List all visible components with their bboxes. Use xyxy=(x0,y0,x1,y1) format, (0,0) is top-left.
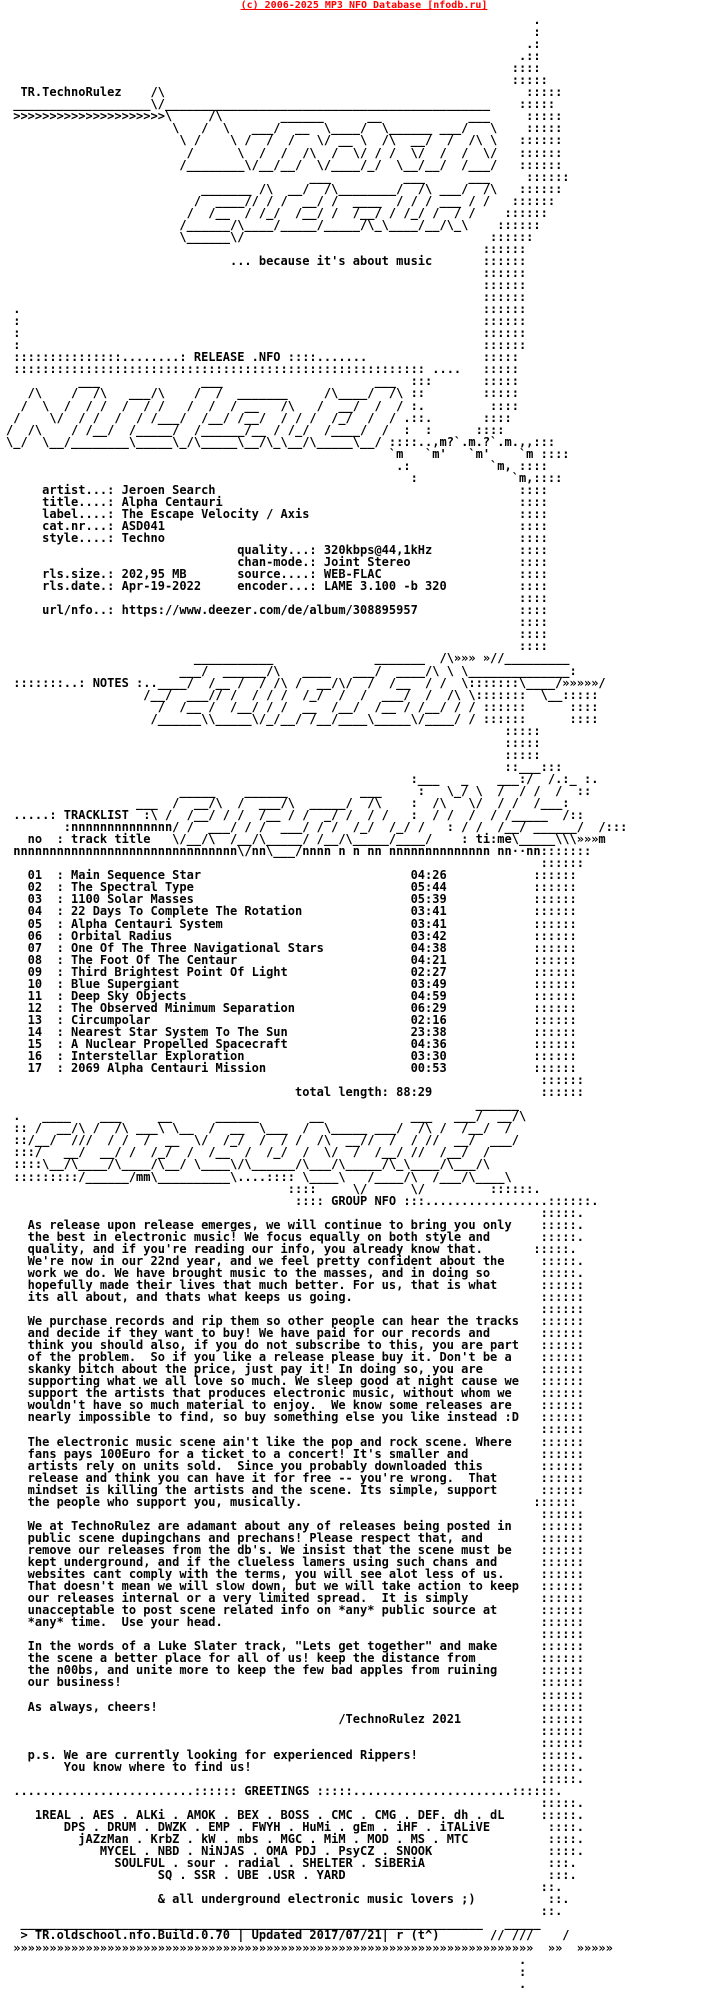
nfo-line: ________________________________________________________________ _____ xyxy=(6,1916,541,1931)
nfo-line: ::::: xyxy=(6,73,548,88)
nfo-line: / /__ / /_/ /__/ / /__/ / /_/ / / / :::::: xyxy=(6,205,548,220)
nfo-line: p.s. We are currently looking for experienced Rippers! :::::. xyxy=(6,1747,584,1762)
nfo-line: unacceptable to post scene related info on *any* public source at :::::: xyxy=(6,1603,584,1618)
nfo-line: \ / \ ___/ __ \____/ \______ ___/ \ ::::: xyxy=(6,121,563,136)
nfo-line: _______ /\ __/ /\________/ /\ ___/ /\ :::::: xyxy=(6,181,563,196)
nfo-line: :::: xyxy=(6,61,541,76)
nfo-line: our business! :::::: xyxy=(6,1675,584,1690)
nfo-line: :::: GROUP NFO :::.................::::::. xyxy=(6,1193,599,1208)
nfo-line: :::::: xyxy=(6,1506,584,1521)
nfo-line: hopefully made their lives that much better. For us, that is what :::::: xyxy=(6,1277,584,1292)
nfo-line: : xyxy=(6,25,541,40)
nfo-line: :::: xyxy=(6,639,548,654)
nfo-line: no : track title \/__/\ /__/\_____/ /__/\_____/____/ : ti:me\_____\\\»»»m xyxy=(6,832,606,847)
nfo-line: ::::\__/\____/\____/\__/ \____\/\______/\___/\_____/\_\____/\___/\ xyxy=(6,1157,491,1172)
nfo-line: 13 : Circumpolar 02:16 :::::: xyxy=(6,1012,577,1027)
nfo-line: 12 : The Observed Minimum Separation 06:29 :::::: xyxy=(6,1000,577,1015)
nfo-line: ... because it's about music :::::: xyxy=(6,253,527,268)
nfo-line: .:: xyxy=(6,49,541,64)
nfo-line: \______\/ :::::: xyxy=(6,229,534,244)
nfo-line: / \/ / / / / /___/ /__/ /__/ / / / /_/ / / .::. :::: xyxy=(6,410,512,425)
nfo-line: :::::. xyxy=(6,1771,584,1786)
nfo-line: We're now in our 22nd year, and we feel pretty confident about the :::::. xyxy=(6,1253,584,1268)
nfo-line: the scene a better place for all of us! keep the distance from :::::: xyxy=(6,1651,584,1666)
nfo-line: That doesn't mean we will slow down, but we will take action to keep :::::: xyxy=(6,1579,584,1594)
nfo-line: artist...: Jeroen Search :::: xyxy=(6,482,548,497)
nfo-line: / \ / / /\ / \/ / / \/ / / \/ :::::: xyxy=(6,145,563,160)
nfo-line: /______/\____/_____/_____/\_\____/__/\_\ :::::: xyxy=(6,217,541,232)
nfo-line: :nnnnnnnnnnnnnn/ / ___/ / / ___/ / / /_/ /_/ / : / / /__/ ______/ /::: xyxy=(6,820,628,835)
nfo-line: We purchase records and rip them so other people can hear the tracks :::::: xyxy=(6,1314,584,1329)
nfo-line: \ / \ / / / \/ __ \ /\ __/ / /\ \ :::::: xyxy=(6,133,563,148)
nfo-line: release and think you can have it for free -- you're wrong. That :::::: xyxy=(6,1470,584,1485)
nfo-line: The electronic music scene ain't like the pop and rock scene. Where :::::: xyxy=(6,1434,584,1449)
nfo-line: quality, and if you're reading our info, you already know that. :::::. xyxy=(6,1241,577,1256)
nfo-line: / /__ / /__/ / / __ /__/ /__ / /__/ / / :::::: :::: xyxy=(6,699,599,714)
nfo-line: /______\\_____\/_/__/ /__/____\_____\/____/ / :::::: :::: xyxy=(6,711,599,726)
nfo-line: ___________ _______ /\»»» »//_________ xyxy=(6,651,570,666)
nfo-line: . :::::: xyxy=(6,302,527,317)
nfo-line: /\ / /\ ___/\ / / _______ /\____/ /\ :: ::::: xyxy=(6,386,519,401)
nfo-line: our releases internal or a very limited spread. It is simply :::::: xyxy=(6,1591,584,1606)
nfo-line: chan-mode.: Joint Stereo :::: xyxy=(6,555,548,570)
nfo-line: ::. xyxy=(6,1880,563,1895)
nfo-line: jAZzMan . KrbZ . kW . mbs . MGC . MiM . MOD . MS . MTC ::::. xyxy=(6,1832,584,1847)
nfo-line: :::: xyxy=(6,591,548,606)
nfo-line: 1REAL . AES . ALKi . AMOK . BEX . BOSS . CMC . CMG . DEF. dh . dL :::::. xyxy=(6,1807,584,1822)
nfo-line: .: `m, :::: xyxy=(6,458,548,473)
nfo-line: :::::::..: NOTES :..____/ /__ / / /\ / __/\/ / /__ / / \:::::::\____/»»»»»/ xyxy=(6,675,606,690)
nfo-line: & all underground electronic music lovers ;) ::. xyxy=(6,1892,570,1907)
nfo-line: :___ _ ___:/ /.:_ :. xyxy=(6,771,599,786)
nfo-line: ::::: xyxy=(6,735,541,750)
site-banner-link[interactable]: (c) 2006-2025 MP3 NFO Database [nfodb.ru] xyxy=(240,0,488,11)
nfo-line: remove our releases from the db's. We insist that the scene must be :::::: xyxy=(6,1542,584,1557)
nfo-line: .: xyxy=(6,37,541,52)
nfo-line: 05 : Alpha Centauri System 03:41 :::::: xyxy=(6,916,577,931)
nfo-line: its all about, and thats what keeps us going. :::::: xyxy=(6,1289,584,1304)
nfo-line: .........................:::::: GREETINGS :::::......................::::::. xyxy=(6,1783,563,1798)
nfo-line: ___ ___ ___ ::: ::::: xyxy=(6,374,519,389)
nfo-line: : :::::: xyxy=(6,314,527,329)
nfo-line: DPS . DRUM . DWZK . EMP . FWYH . HuMi . gEm . iHF . iTALiVE ::::. xyxy=(6,1820,584,1835)
nfo-line: :::::: xyxy=(6,1302,584,1317)
nfo-line: :::::: xyxy=(6,1422,584,1437)
nfo-line: support the artists that produces electronic music, without whom we :::::: xyxy=(6,1386,584,1401)
album-url-link[interactable]: https://www.deezer.com/de/album/308895957 xyxy=(121,603,418,618)
nfo-line: 08 : The Foot Of The Centaur 04:21 :::::: xyxy=(6,952,577,967)
nfo-line: public scene dupingchans and prechans! Please respect that, and :::::: xyxy=(6,1530,584,1545)
nfo-line: / ____// / / __/ / ____ / / / ___ / / :::::: xyxy=(6,193,556,208)
nfo-line: nnnnnnnnnnnnnnnnnnnnnnnnnnnnnnn\/nn\___/nnnn n n nn nnnnnnnnnnnnnn nn··nn::::::: xyxy=(6,844,592,859)
nfo-line: title....: Alpha Centauri :::: xyxy=(6,494,548,509)
nfo-line: :::::: xyxy=(6,290,527,305)
nfo-line: .....: TRACKLIST :\ / /__/ / / /__ / / _/ / / / : / / / / /_____ /:: xyxy=(6,808,584,823)
nfo-line: 02 : The Spectral Type 05:44 :::::: xyxy=(6,880,577,895)
nfo-line: :::: \/ \/ ::::::. xyxy=(6,1181,541,1196)
nfo-line: mindset is killing the artists and the scene. Its simple, support :::::: xyxy=(6,1482,584,1497)
nfo-line: :::::::::::::::........: RELEASE .NFO ::::....... ::::: xyxy=(6,350,519,365)
nfo-line: We at TechnoRulez are adamant about any of releases being posted in :::::: xyxy=(6,1518,584,1533)
nfo-line: :::::: xyxy=(6,265,527,280)
nfo-line: ___ ___ ___ :::::: xyxy=(6,169,570,184)
nfo-line: kept underground, and if the clueless lamers using such chans and :::::: xyxy=(6,1555,584,1569)
nfo-line: ::___::: xyxy=(6,759,563,774)
nfo-line: 04 : 22 Days To Complete The Rotation 03:41 :::::: xyxy=(6,904,577,919)
nfo-line: *any* time. Use your head. :::::: xyxy=(6,1615,584,1630)
nfo-line: \_/ \__/________\_____\_/\_____\__/\_\__/\_____\__/ ::::..,m?`.m.?`.m.,,::: xyxy=(6,434,556,449)
nfo-line: 11 : Deep Sky Objects 04:59 :::::: xyxy=(6,988,577,1003)
nfo-line: /________\/__/__/ \/____/_/ \__/__/ /___/ :::::: xyxy=(6,157,563,172)
nfo-line: / /\ / /__/ /_____/ /______/__ / /_/ /____/ / : : :::: xyxy=(6,422,505,437)
nfo-line[interactable]: url/nfo..: https://www.deezer.com/de/album/308895957 :::: xyxy=(6,603,548,618)
nfo-line: In the words of a Luke Slater track, "Lets get together" and make :::::: xyxy=(6,1639,584,1654)
nfo-line: :::::::::/______/mm\__________\....:::: \____\ /____/\ /___/\____\ xyxy=(6,1169,512,1184)
nfo-line: the n00bs, and unite more to keep the few bad apples from ruining :::::: xyxy=(6,1663,584,1678)
nfo-line: > TR.oldschool.nfo.Build.0.70 | Updated 2017/07/21| r (t^) // /// / xyxy=(6,1928,570,1943)
nfo-line: ___________________\/_____________________________________________ ::::: xyxy=(6,97,556,112)
nfo-line: total length: 88:29 :::::: xyxy=(6,1085,584,1100)
nfo-line: of the problem. So if you like a release please buy it. Don't be a :::::: xyxy=(6,1350,584,1365)
nfo-line: /__/ ___// / / / / /_/ / / ___/ / /\ \::::::: \__::::: xyxy=(6,687,599,702)
nfo-line: . xyxy=(6,13,541,27)
nfo-line: >>>>>>>>>>>>>>>>>>>>>\ /\ ______ __ ___ ::::: xyxy=(6,109,563,124)
nfo-line: 03 : 1100 Solar Masses 05:39 :::::: xyxy=(6,892,577,907)
nfo-line: ::::::::::::::::::::::::::::::::::::::::::::::::::::::::: .... ::::: xyxy=(6,362,519,377)
nfo-line: 06 : Orbital Radius 03:42 :::::: xyxy=(6,928,577,943)
nfo-line: _____ ______ ___ : \_/ \ / / / / :: xyxy=(6,784,592,798)
nfo-line: :::::: xyxy=(6,278,527,293)
nfo-line: cat.nr...: ASD041 :::: xyxy=(6,518,548,533)
nfo-line: : `m,:::: xyxy=(6,470,563,485)
nfo-line: wouldn't have so much material to enjoy. We know some releases are :::::: xyxy=(6,1398,584,1413)
nfo-line: :::/ __/ __/ / /_/ / /__ / /_/ / \/ / /__/ // /__/ / xyxy=(6,1145,491,1160)
nfo-line: rls.size.: 202,95 MB source....: WEB-FLAC :::: xyxy=(6,567,548,582)
nfo-line: artists rely on units sold. Since you probably downloaded this :::::: xyxy=(6,1458,584,1473)
nfo-line: 07 : One Of The Three Navigational Stars 04:38 :::::: xyxy=(6,940,577,955)
nfo-document xyxy=(6,13,722,1991)
nfo-line: `m `m' `m' `m :::: xyxy=(6,446,570,461)
nfo-line: :::::: xyxy=(6,856,584,871)
nfo-line: supporting what we all love so much. We sleep good at night cause we :::::: xyxy=(6,1374,584,1389)
nfo-line: ::/__/ /// / / / __ \/ /_/ / / / /\ __// / / // __/ ___/ xyxy=(6,1133,519,1148)
nfo-line: As always, cheers! :::::: xyxy=(6,1699,584,1714)
nfo-line: : :::::: xyxy=(6,326,527,341)
nfo-line: :::::. xyxy=(6,1205,584,1220)
nfo-line: 01 : Main Sequence Star 04:26 :::::: xyxy=(6,868,577,883)
nfo-line: the best in electronic music! We focus equally on both style and :::::. xyxy=(6,1229,584,1244)
nfo-line: 16 : Interstellar Exploration 03:30 :::::: xyxy=(6,1049,577,1064)
nfo-line: :::: xyxy=(6,627,548,642)
nfo-line: nearly impossible to find, so buy something else you like instead :D :::::: xyxy=(6,1410,584,1425)
nfo-line: 14 : Nearest Star System To The Sun 23:38 :::::: xyxy=(6,1024,577,1039)
nfo-line: :::::: xyxy=(6,1735,584,1750)
nfo-line: . ____ ___ __ ______ __ ___ ___/ __/\ xyxy=(6,1109,527,1124)
nfo-line: :: / __/\ / /\ ___\ \__ / __ \___ / \_____ ___/ /\ / /__/ / xyxy=(6,1121,512,1136)
nfo-line: 09 : Third Brightest Point Of Light 02:27 :::::: xyxy=(6,964,577,979)
nfo-line: ___ / __/\ / ___/\ _____/ /\ : /\ \/ / / /___: xyxy=(6,796,570,811)
nfo-line: :::::. xyxy=(6,1795,584,1810)
nfo-line: skanky bitch about the price, just pay it! In doing so, you are :::::: xyxy=(6,1362,584,1377)
nfo-line: and decide if they want to buy! We have paid for our records and :::::: xyxy=(6,1326,584,1341)
nfo-line: :::::: xyxy=(6,241,527,256)
nfo-line: . xyxy=(6,1952,527,1967)
nfo-line: 15 : A Nuclear Propelled Spacecraft 04:36 :::::: xyxy=(6,1036,577,1051)
nfo-line: rls.date.: Apr-19-2022 encoder...: LAME 3.100 -b 320 :::: xyxy=(6,579,548,594)
nfo-line: ___/ ______/\ ____ ___/ ____/\ \ \______________: xyxy=(6,663,577,678)
nfo-line: quality...: 320kbps@44,1kHz :::: xyxy=(6,543,548,558)
nfo-line: SOULFUL . sour . radial . SHELTER . SiBERiA :::. xyxy=(6,1856,577,1871)
nfo-line: SQ . SSR . UBE .USR . YARD :::. xyxy=(6,1868,577,1883)
nfo-line: »»»»»»»»»»»»»»»»»»»»»»»»»»»»»»»»»»»»»»»»»»»»»»»»»»»»»»»»»»»»»»»»»»»»»»»» »» »»»»» xyxy=(6,1940,613,1955)
nfo-line: think you should also, if you do not subscribe to this, you are part :::::: xyxy=(6,1338,584,1353)
nfo-line: label....: The Escape Velocity / Axis :::: xyxy=(6,506,548,521)
nfo-line: fans pays 100Euro for a ticket to a concert! It's smaller and :::::: xyxy=(6,1446,584,1461)
nfo-line: ::. xyxy=(6,1904,563,1919)
nfo-line: websites cant comply with the terms, you will see alot less of us. :::::: xyxy=(6,1567,584,1582)
nfo-line: You know where to find us! :::::. xyxy=(6,1759,584,1774)
nfo-line: MYCEL . NBD . NiNJAS . OMA PDJ . PsyCZ . SNOOK ::::. xyxy=(6,1844,584,1859)
nfo-line: TR.TechnoRulez /\ ::::: xyxy=(6,85,563,100)
nfo-line: the people who support you, musically. :::::: xyxy=(6,1494,577,1509)
nfo-line: style....: Techno :::: xyxy=(6,531,548,546)
nfo-line: ______ xyxy=(6,1097,519,1112)
nfo-line: 10 : Blue Supergiant 03:49 :::::: xyxy=(6,976,577,991)
nfo-line: As release upon release emerges, we will continue to bring you only :::::. xyxy=(6,1217,584,1232)
nfo-line: : :::::: xyxy=(6,338,527,353)
nfo-line: / \ / / / / / / / / / __ /\ / __/ / / :. :::: xyxy=(6,398,519,413)
nfo-line: ::::: xyxy=(6,747,541,762)
nfo-line: : xyxy=(6,1964,527,1979)
nfo-line: :::::: xyxy=(6,1073,584,1088)
nfo-line: :::: xyxy=(6,615,548,630)
nfo-line: 17 : 2069 Alpha Centauri Mission 00:53 :::::: xyxy=(6,1061,577,1076)
nfo-line: work we do. We have brought music to the masses, and in doing so :::::. xyxy=(6,1265,584,1280)
nfo-line: :::::: xyxy=(6,1627,584,1642)
nfo-line: :::::: xyxy=(6,1723,584,1738)
nfo-line: ::::: xyxy=(6,723,541,738)
nfo-line: :::::: xyxy=(6,1687,584,1702)
nfo-line: . xyxy=(6,1976,527,1991)
nfo-line: /TechnoRulez 2021 :::::: xyxy=(6,1711,584,1726)
